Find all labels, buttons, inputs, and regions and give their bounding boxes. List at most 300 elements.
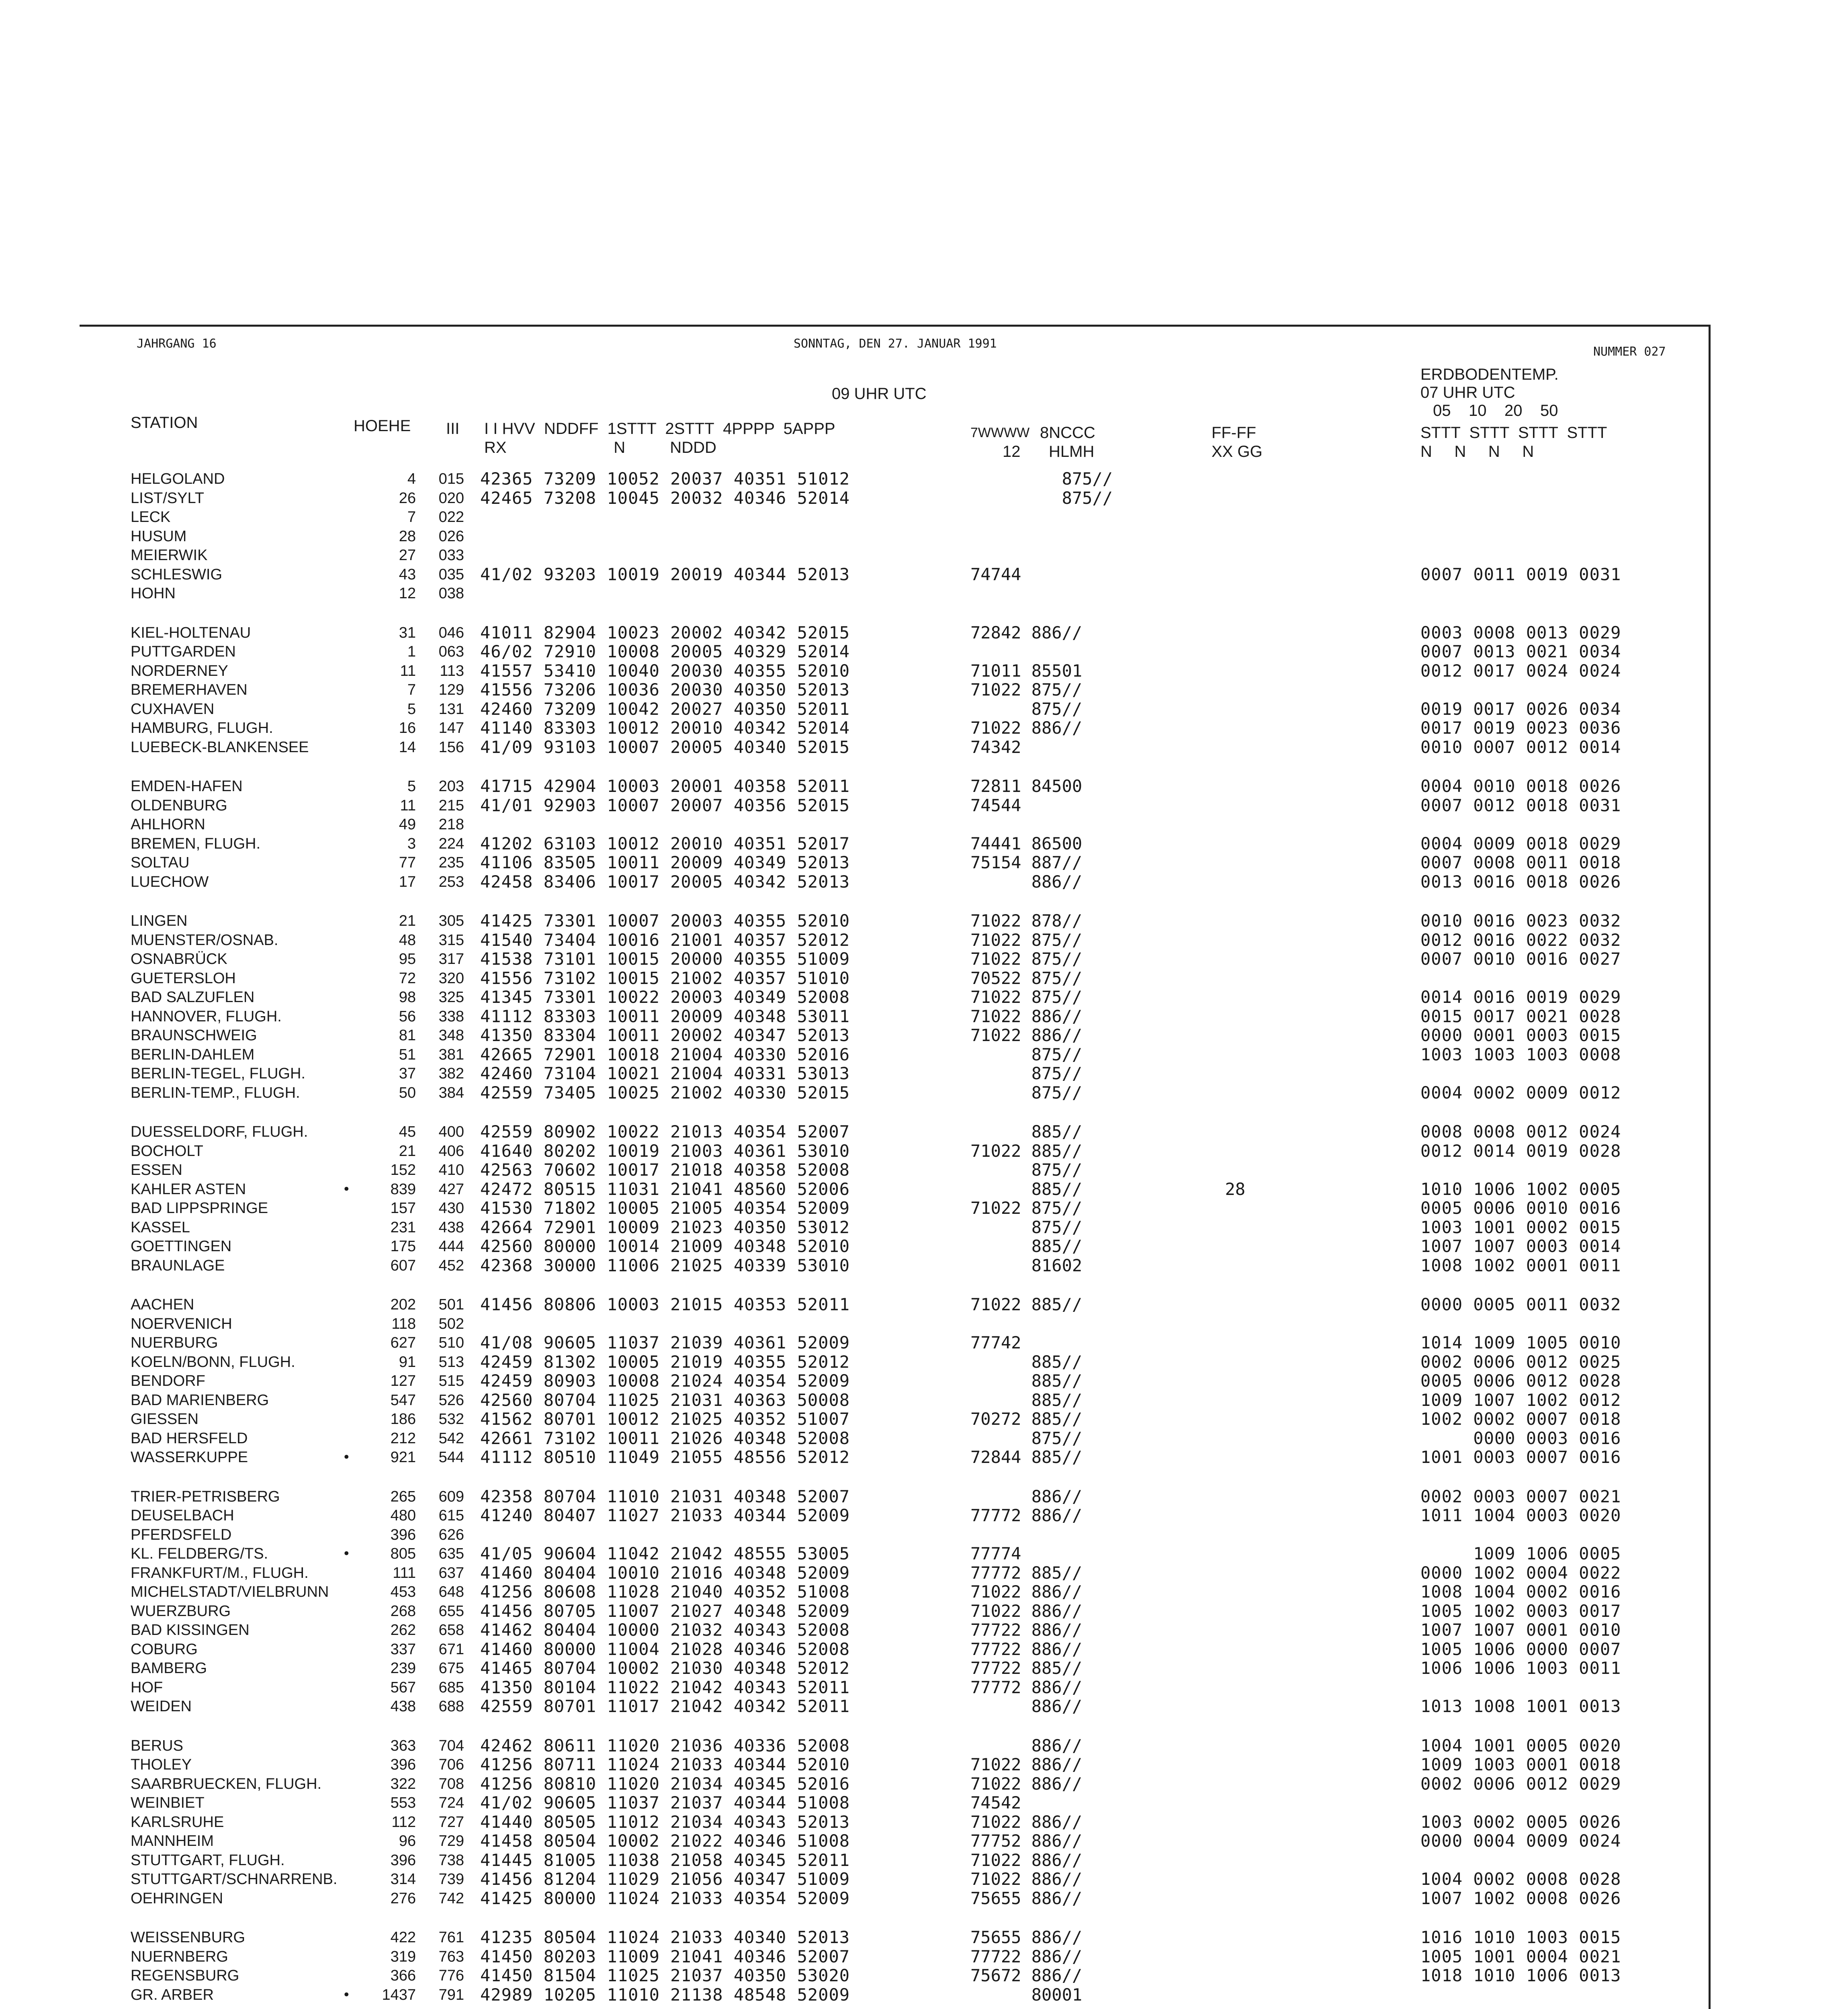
synop-groups: 41562 80701 10012 21025 40352 51007 [480,1409,850,1429]
station-height: 96 [399,1833,416,1849]
weather-cloud-groups: 885// [970,1390,1083,1410]
station-row [0,680,1848,700]
station-name: SAARBRUECKEN, FLUGH. [131,1776,322,1792]
soil-temperatures: 0002 0003 0007 0021 [1420,1487,1621,1506]
station-id: 635 [438,1545,464,1562]
weather-cloud-groups: 71022 886// [970,1774,1083,1794]
station-height: 127 [390,1373,416,1389]
station-row [0,815,1848,834]
station-name: KL. FELDBERG/TS. [131,1545,268,1562]
weather-cloud-groups: 71022 886// [970,1601,1083,1621]
station-height: 396 [390,1852,416,1869]
soil-temperatures: 0007 0013 0021 0034 [1420,642,1621,661]
header-obs-time: 09 UHR UTC [832,385,927,403]
soil-temperatures: 0000 0001 0003 0015 [1420,1025,1621,1045]
station-row [0,1506,1848,1525]
weather-cloud-groups: 885// [970,1352,1083,1372]
header-station: STATION [131,414,198,432]
station-id: 406 [438,1143,464,1160]
soil-temperatures: 1011 1004 0003 0020 [1420,1506,1621,1525]
synop-groups: 41/02 93203 10019 20019 40344 52013 [480,565,850,584]
soil-temperatures: 0019 0017 0026 0034 [1420,699,1621,719]
station-height: 805 [390,1545,416,1562]
weather-cloud-groups: 70272 885// [970,1409,1083,1429]
weather-cloud-groups: 886// [970,1736,1083,1755]
station-row [0,661,1848,681]
station-name: WEIDEN [131,1698,192,1715]
synop-groups: 42559 80701 11017 21042 40342 52011 [480,1696,850,1716]
weather-cloud-groups: 80001 [970,1985,1083,2005]
station-name: DEUSELBACH [131,1507,234,1524]
soil-temperatures: 0007 0012 0018 0031 [1420,796,1621,815]
synop-groups: 41456 81204 11029 21056 40347 51009 [480,1869,850,1889]
soil-temperatures: 0000 0003 0016 [1420,1428,1621,1448]
station-name: BRAUNLAGE [131,1257,225,1274]
weather-cloud-groups: 875// [970,1160,1083,1180]
soil-temperatures: 1009 1006 0005 [1420,1544,1621,1563]
synop-groups: 42563 70602 10017 21018 40358 52008 [480,1160,850,1180]
station-id: 706 [438,1756,464,1773]
station-height: 48 [399,932,416,949]
station-height: 839 [390,1181,416,1198]
station-id: 742 [438,1890,464,1907]
weather-cloud-groups: 886// [970,1487,1083,1506]
station-id: 515 [438,1373,464,1389]
synop-groups: 41/09 93103 10007 20005 40340 52015 [480,737,850,757]
station-row [0,1831,1848,1851]
synop-groups: 41556 73102 10015 21002 40357 51010 [480,968,850,988]
synop-groups: 41456 80806 10003 21015 40353 52011 [480,1295,850,1314]
weather-cloud-groups: 885// [970,1179,1083,1199]
weather-cloud-groups: 77722 885// [970,1658,1083,1678]
station-name: OSNABRÜCK [131,951,227,968]
station-height: 175 [390,1238,416,1255]
station-name: LUECHOW [131,874,209,890]
synop-groups: 42560 80000 10014 21009 40348 52010 [480,1236,850,1256]
station-row [0,1697,1848,1716]
station-row [0,584,1848,603]
station-id: 384 [438,1084,464,1101]
header-hoehe: HOEHE [354,417,411,435]
synop-groups: 42559 80902 10022 21013 40354 52007 [480,1122,850,1142]
weather-cloud-groups: 75655 886// [970,1927,1083,1947]
station-id: 046 [438,624,464,641]
station-name: BERUS [131,1737,183,1754]
soil-temperatures: 1008 1002 0001 0011 [1420,1256,1621,1275]
station-id: 761 [438,1929,464,1946]
station-id: 063 [438,643,464,660]
station-row [0,642,1848,661]
station-height: 77 [399,854,416,871]
station-height: 31 [399,624,416,641]
station-name: THOLEY [131,1756,192,1773]
soil-temperatures: 1001 0003 0007 0016 [1420,1447,1621,1467]
station-name: MANNHEIM [131,1833,214,1849]
station-id: 513 [438,1354,464,1371]
station-row [0,949,1848,969]
station-row [0,527,1848,546]
station-name: MEIERWIK [131,547,208,564]
station-id: 724 [438,1794,464,1811]
station-name: STUTTGART, FLUGH. [131,1852,285,1869]
soil-temperatures: 0002 0006 0012 0029 [1420,1774,1621,1794]
station-name: CUXHAVEN [131,701,215,718]
soil-temperatures: 0002 0006 0012 0025 [1420,1352,1621,1372]
station-name: DUESSELDORF, FLUGH. [131,1123,308,1140]
station-id: 410 [438,1162,464,1178]
soil-temperatures: 0014 0016 0019 0029 [1420,987,1621,1007]
station-id: 315 [438,932,464,949]
station-row [0,1582,1848,1602]
weather-cloud-groups: 885// [970,1236,1083,1256]
station-name: NUERNBERG [131,1948,228,1965]
station-height: 49 [399,816,416,833]
station-id: 338 [438,1008,464,1025]
weather-cloud-groups: 71022 886// [970,1850,1083,1870]
station-row [0,1180,1848,1199]
synop-groups: 41440 80505 11012 21034 40343 52013 [480,1812,850,1832]
station-name: WASSERKUPPE [131,1449,248,1466]
station-id: 675 [438,1660,464,1677]
station-height: 5 [407,778,416,795]
soil-temperatures: 0012 0014 0019 0028 [1420,1141,1621,1161]
header-12: 12 [1003,443,1021,460]
soil-temperatures: 1008 1004 0002 0016 [1420,1582,1621,1602]
station-id: 224 [438,835,464,852]
station-height: 607 [390,1257,416,1274]
soil-temperatures: 1005 1006 0000 0007 [1420,1639,1621,1659]
station-id: 131 [438,701,464,718]
station-name: LECK [131,509,171,526]
station-name: HUSUM [131,528,187,545]
weather-cloud-groups: 875// [970,1045,1083,1064]
synop-groups: 42472 80515 11031 21041 48560 52006 [480,1179,850,1199]
station-id: 427 [438,1181,464,1198]
gust-groups: 28 [1205,1179,1246,1199]
station-height: 1 [407,643,416,660]
station-row [0,1199,1848,1218]
station-row [0,969,1848,988]
station-row [0,1544,1848,1563]
station-id: 685 [438,1679,464,1696]
station-row [0,1736,1848,1755]
issue-number: NUMMER 027 [1593,345,1666,359]
station-name: BAD HERSFELD [131,1430,248,1447]
station-name: COBURG [131,1641,198,1658]
weather-cloud-groups: 74342 [970,737,1021,757]
weather-cloud-groups: 72844 885// [970,1447,1083,1467]
station-name: LINGEN [131,912,188,929]
station-id: 655 [438,1603,464,1620]
weather-cloud-groups: 75655 886// [970,1888,1083,1908]
synop-groups: 41/05 90604 11042 21042 48555 53005 [480,1544,850,1563]
synop-groups: 41465 80704 10002 21030 40348 52012 [480,1658,850,1678]
station-name: HAMBURG, FLUGH. [131,720,273,736]
header-xxgg: XX GG [1212,443,1263,460]
station-id: 381 [438,1046,464,1063]
station-row [0,1602,1848,1621]
station-id: 033 [438,547,464,564]
station-id: 156 [438,739,464,756]
synop-groups: 41350 83304 10011 20002 40347 52013 [480,1025,850,1045]
station-name: BERLIN-DAHLEM [131,1046,255,1063]
mountain-station-marker: • [342,1987,351,2003]
station-row [0,931,1848,950]
station-id: 020 [438,490,464,507]
station-height: 118 [391,1315,416,1332]
station-height: 28 [399,528,416,545]
station-name: KAHLER ASTEN [131,1181,246,1198]
station-row [0,1620,1848,1640]
synop-groups: 41540 73404 10016 21001 40357 52012 [480,930,850,950]
station-id: 544 [438,1449,464,1466]
station-id: 147 [438,720,464,736]
weather-cloud-groups: 72842 886// [970,623,1083,642]
station-height: 396 [390,1756,416,1773]
station-id: 026 [438,528,464,545]
station-id: 320 [438,970,464,987]
synop-groups: 42460 73209 10042 20027 40350 52011 [480,699,850,719]
weather-cloud-groups: 77772 886// [970,1506,1083,1525]
synop-groups: 41106 83505 10011 20009 40349 52013 [480,853,850,872]
station-name: BOCHOLT [131,1143,203,1160]
station-height: 3 [407,835,416,852]
station-id: 317 [438,951,464,968]
mountain-station-marker: • [342,1546,351,1562]
weather-cloud-groups: 875// [970,1083,1083,1103]
station-height: 314 [390,1871,416,1888]
synop-groups: 41458 80504 10002 21022 40346 51008 [480,1831,850,1851]
station-name: HANNOVER, FLUGH. [131,1008,282,1025]
synop-groups: 41462 80404 10000 21032 40343 52008 [480,1620,850,1640]
header-hlmh: HLMH [1049,443,1095,460]
soil-temperatures: 1007 1007 0001 0010 [1420,1620,1621,1640]
station-height: 56 [399,1008,416,1025]
mountain-station-marker: • [342,1449,351,1465]
station-row [0,700,1848,719]
station-height: 11 [400,797,416,814]
station-id: 215 [438,797,464,814]
station-name: LIST/SYLT [131,490,205,507]
synop-groups: 41/08 90605 11037 21039 40361 52009 [480,1333,850,1352]
station-id: 688 [438,1698,464,1715]
station-height: 17 [399,874,416,890]
station-id: 348 [438,1027,464,1044]
station-row [0,546,1848,565]
station-height: 7 [407,509,416,526]
soil-temperatures: 1014 1009 1005 0010 [1420,1333,1621,1352]
station-name: AACHEN [131,1296,194,1313]
station-height: 1437 [382,1986,416,2003]
synop-groups: 41640 80202 10019 21003 40361 53010 [480,1141,850,1161]
soil-temperatures: 0003 0008 0013 0029 [1420,623,1621,642]
station-height: 21 [399,1143,416,1160]
synop-groups: 41425 73301 10007 20003 40355 52010 [480,911,850,931]
station-height: 4 [407,471,416,487]
soil-temperatures: 1013 1008 1001 0013 [1420,1696,1621,1716]
station-name: SCHLESWIG [131,566,223,583]
soil-temperatures: 1018 1010 1006 0013 [1420,1966,1621,1985]
weather-cloud-groups: 75154 887// [970,853,1083,872]
soil-temperatures: 1009 1007 1002 0012 [1420,1390,1621,1410]
station-name: HOF [131,1679,163,1696]
weather-cloud-groups: 71022 886// [970,1007,1083,1026]
station-height: 276 [390,1890,416,1907]
synop-groups: 41530 71802 10005 21005 40354 52009 [480,1198,850,1218]
station-id: 218 [438,816,464,833]
station-height: 14 [399,739,416,756]
synop-groups: 42358 80704 11010 21031 40348 52007 [480,1487,850,1506]
soil-temperatures: 0010 0007 0012 0014 [1420,737,1621,757]
station-height: 239 [390,1660,416,1677]
station-name: BREMERHAVEN [131,681,248,698]
weather-cloud-groups: 71022 875// [970,987,1083,1007]
soil-temperatures: 1004 0002 0008 0028 [1420,1869,1621,1889]
station-name: BREMEN, FLUGH. [131,835,261,852]
station-height: 268 [390,1603,416,1620]
soil-temperatures: 0000 0004 0009 0024 [1420,1831,1621,1851]
soil-temperatures: 1004 1001 0005 0020 [1420,1736,1621,1755]
station-row [0,1487,1848,1506]
synop-groups: 42368 30000 11006 21025 40339 53010 [480,1256,850,1275]
weather-cloud-groups: 71022 885// [970,1141,1083,1161]
synop-groups: 41256 80810 11020 21034 40345 52016 [480,1774,850,1794]
header-obs-groups: I I HVV NDDFF 1STTT 2STTT 4PPPP 5APPP [484,420,835,438]
station-row [0,1563,1848,1583]
station-height: 72 [399,970,416,987]
soil-temperatures: 1010 1006 1002 0005 [1420,1179,1621,1199]
station-row [0,796,1848,815]
weather-cloud-groups: 77722 886// [970,1620,1083,1640]
weather-cloud-groups: 77772 885// [970,1563,1083,1583]
station-height: 453 [390,1583,416,1600]
synop-groups: 41350 80104 11022 21042 40343 52011 [480,1678,850,1697]
weather-cloud-groups: 71022 886// [970,1582,1083,1602]
header-erd-sttt: STTT STTT STTT STTT [1420,424,1607,442]
weather-cloud-groups: 74544 [970,796,1021,815]
weather-cloud-groups: 74542 [970,1793,1021,1813]
station-height: 111 [393,1565,416,1581]
station-id: 129 [438,681,464,698]
station-name: LUEBECK-BLANKENSEE [131,739,309,756]
soil-temperatures: 0000 0005 0011 0032 [1420,1295,1621,1314]
station-id: 637 [438,1565,464,1581]
weather-cloud-groups: 886// [970,872,1083,892]
header-obs-groups-sub: RX N NDDD [484,439,716,456]
station-height: 26 [399,490,416,507]
station-id: 452 [438,1257,464,1274]
station-height: 262 [390,1622,416,1639]
station-row [0,1237,1848,1256]
station-height: 363 [390,1737,416,1754]
station-row [0,1966,1848,1985]
weather-cloud-groups: 71022 875// [970,930,1083,950]
station-row [0,565,1848,584]
weather-cloud-groups: 74744 [970,565,1021,584]
soil-temperatures: 0000 1002 0004 0022 [1420,1563,1621,1583]
station-name: ESSEN [131,1162,182,1178]
station-id: 648 [438,1583,464,1600]
station-row [0,1122,1848,1142]
station-row [0,1947,1848,1966]
weather-cloud-groups: 71022 886// [970,1025,1083,1045]
station-name: KASSEL [131,1219,190,1236]
station-id: 708 [438,1776,464,1792]
soil-temperatures: 1005 1002 0003 0017 [1420,1601,1621,1621]
soil-temperatures: 1002 0002 0007 0018 [1420,1409,1621,1429]
station-name: BAD SALZUFLEN [131,989,255,1006]
station-id: 727 [438,1814,464,1831]
soil-temperatures: 1003 1001 0002 0015 [1420,1217,1621,1237]
station-name: NORDERNEY [131,663,228,679]
station-id: 615 [438,1507,464,1524]
weather-cloud-groups: 71022 886// [970,1755,1083,1774]
station-id: 729 [438,1833,464,1849]
station-name: PUTTGARDEN [131,643,236,660]
weather-cloud-groups: 75672 886// [970,1966,1083,1985]
station-row [0,1410,1848,1429]
soil-temperatures: 0004 0002 0009 0012 [1420,1083,1621,1103]
station-row [0,853,1848,872]
station-height: 157 [390,1200,416,1217]
synop-groups: 41240 80407 11027 21033 40344 52009 [480,1506,850,1525]
header-iii: III [446,420,460,438]
station-id: 738 [438,1852,464,1869]
soil-temperatures: 1006 1006 1003 0011 [1420,1658,1621,1678]
station-name: FRANKFURT/M., FLUGH. [131,1565,309,1581]
weather-cloud-groups: 875// [970,1217,1083,1237]
synop-groups: 41460 80404 10010 21016 40348 52009 [480,1563,850,1583]
soil-temperatures: 0004 0009 0018 0029 [1420,834,1621,853]
station-height: 81 [399,1027,416,1044]
soil-temperatures: 0012 0017 0024 0024 [1420,661,1621,681]
station-height: 627 [390,1334,416,1351]
station-height: 37 [399,1065,416,1082]
station-row [0,1985,1848,2005]
station-height: 51 [399,1046,416,1063]
station-row [0,718,1848,738]
station-height: 12 [399,585,416,602]
weather-cloud-groups: 71022 886// [970,1812,1083,1832]
station-row [0,1525,1848,1545]
station-id: 776 [438,1967,464,1984]
weather-cloud-groups: 70522 875// [970,968,1083,988]
station-id: 235 [438,854,464,871]
station-row [0,1218,1848,1237]
weather-cloud-groups: 77722 886// [970,1639,1083,1659]
station-height: 91 [399,1354,416,1371]
station-name: KARLSRUHE [131,1814,224,1831]
synop-groups: 41112 83303 10011 20009 40348 53011 [480,1007,850,1026]
station-height: 98 [399,989,416,1006]
station-id: 430 [438,1200,464,1217]
synop-groups: 41112 80510 11049 21055 48556 52012 [480,1447,850,1467]
synop-groups: 42661 73102 10011 21026 40348 52008 [480,1428,850,1448]
station-row [0,1083,1848,1103]
station-name: WEISSENBURG [131,1929,246,1946]
station-row [0,1774,1848,1794]
weather-cloud-groups: 71022 878// [970,911,1083,931]
station-height: 27 [399,547,416,564]
station-row [0,1429,1848,1448]
station-id: 444 [438,1238,464,1255]
station-name: BAD LIPPSPRINGE [131,1200,268,1217]
soil-temperatures: 0012 0016 0022 0032 [1420,930,1621,950]
station-id: 502 [438,1315,464,1332]
weather-cloud-groups: 77772 886// [970,1678,1083,1697]
weather-cloud-groups: 71022 875// [970,949,1083,969]
soil-temperatures: 0005 0006 0010 0016 [1420,1198,1621,1218]
